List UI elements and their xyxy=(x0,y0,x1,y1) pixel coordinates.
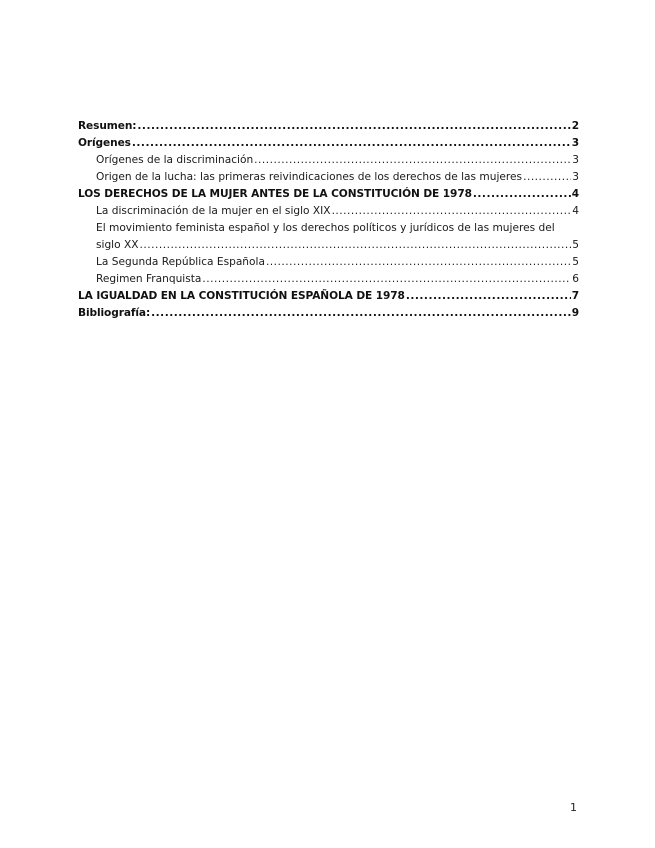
toc-entry-origen-lucha[interactable] xyxy=(78,169,579,186)
toc-leader-dots xyxy=(266,254,571,271)
toc-entry-page: 6 xyxy=(572,273,579,285)
toc-leader-dots xyxy=(202,271,571,288)
toc-leader-dots xyxy=(523,169,571,186)
toc-entry-page: 2 xyxy=(571,120,579,132)
toc-entry-resumen[interactable] xyxy=(78,118,579,135)
toc-leader-dots xyxy=(132,135,571,152)
toc-entry-title: La Segunda República Española xyxy=(96,256,265,268)
toc-entry-title-line1: El movimiento feminista español y los derechos políticos y jurídicos de las mujeres del xyxy=(96,222,555,234)
toc-entry-origenes[interactable] xyxy=(78,135,579,152)
toc-entry-origenes-discriminacion[interactable] xyxy=(78,152,579,169)
toc-leader-dots xyxy=(254,152,571,169)
toc-entry-page: 5 xyxy=(572,239,579,251)
toc-leader-dots xyxy=(332,203,572,220)
toc-leader-dots xyxy=(140,237,572,254)
toc-entry-discriminacion-siglo-xix[interactable] xyxy=(78,203,579,220)
toc-entry-page: 7 xyxy=(571,290,579,302)
table-of-contents xyxy=(78,118,579,322)
toc-entry-page: 9 xyxy=(571,307,579,319)
toc-entry-title: La discriminación de la mujer en el siglo XIX xyxy=(96,205,331,217)
toc-entry-regimen-franquista[interactable] xyxy=(78,271,579,288)
toc-entry-second-line xyxy=(96,237,579,254)
toc-leader-dots xyxy=(137,118,570,135)
toc-entry-page: 5 xyxy=(572,256,579,268)
toc-entry-movimiento-feminista[interactable] xyxy=(78,220,579,254)
toc-entry-title: Bibliografía: xyxy=(78,307,151,319)
toc-entry-title: LA IGUALDAD EN LA CONSTITUCIÓN ESPAÑOLA DE 1978 xyxy=(78,290,405,302)
toc-entry-page: 3 xyxy=(572,171,579,183)
toc-entry-page: 3 xyxy=(571,137,579,149)
toc-entry-segunda-republica[interactable] xyxy=(78,254,579,271)
toc-leader-dots xyxy=(473,186,571,203)
toc-leader-dots xyxy=(151,305,571,322)
toc-leader-dots xyxy=(406,288,571,305)
toc-entry-title: Orígenes de la discriminación xyxy=(96,154,254,166)
toc-entry-bibliografia[interactable] xyxy=(78,305,579,322)
toc-entry-page: 3 xyxy=(572,154,579,166)
toc-entry-title-line2: siglo XX xyxy=(96,239,139,251)
toc-entry-page: 4 xyxy=(571,188,579,200)
toc-entry-title: Orígenes xyxy=(78,137,131,149)
page-number: 1 xyxy=(570,801,577,814)
toc-entry-title: Origen de la lucha: las primeras reivindicaciones de los derechos de las mujeres xyxy=(96,171,523,183)
toc-entry-title: Regimen Franquista xyxy=(96,273,202,285)
toc-entry-title: LOS DERECHOS DE LA MUJER ANTES DE LA CONSTITUCIÓN DE 1978 xyxy=(78,188,472,200)
toc-entry-igualdad-constitucion[interactable] xyxy=(78,288,579,305)
toc-entry-title: Resumen: xyxy=(78,120,137,132)
toc-entry-page: 4 xyxy=(572,205,579,217)
toc-entry-derechos-antes-1978[interactable] xyxy=(78,186,579,203)
